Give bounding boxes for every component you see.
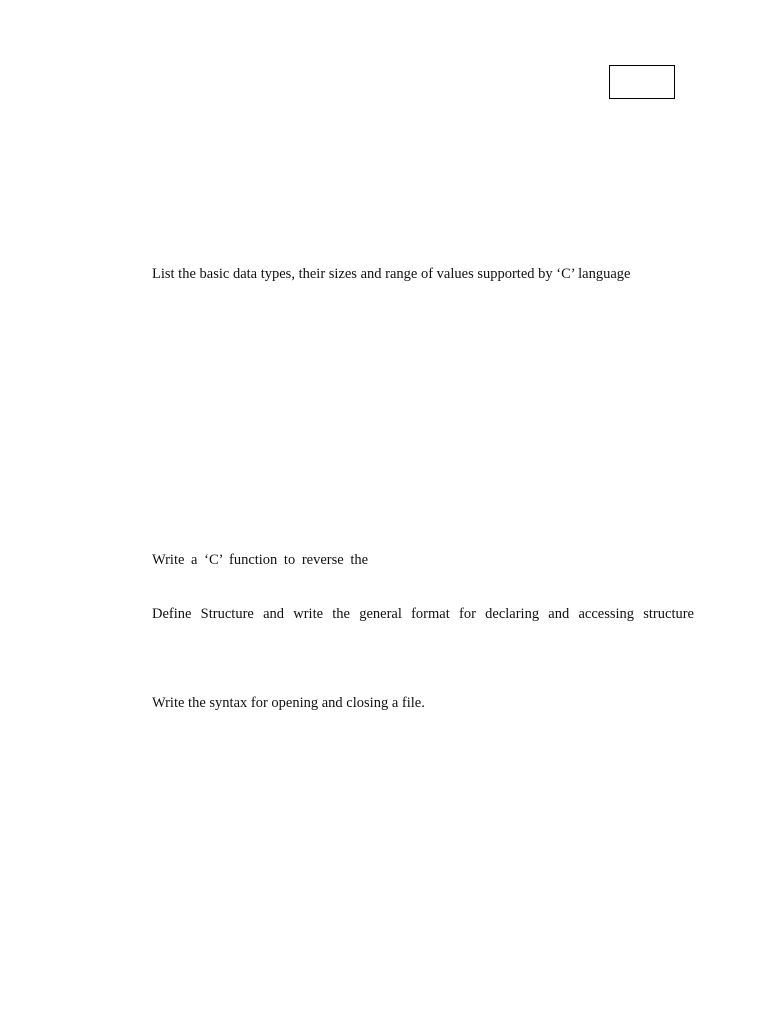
question-structure: Define Structure and write the general format for declaring and accessing structure: [152, 606, 694, 622]
question-data-types: List the basic data types, their sizes and range of values supported by ‘C’ language: [152, 266, 631, 282]
question-reverse-function: Write a ‘C’ function to reverse the: [152, 552, 369, 568]
question-file-syntax: Write the syntax for opening and closing a file.: [152, 695, 425, 711]
marks-box: [609, 65, 675, 99]
